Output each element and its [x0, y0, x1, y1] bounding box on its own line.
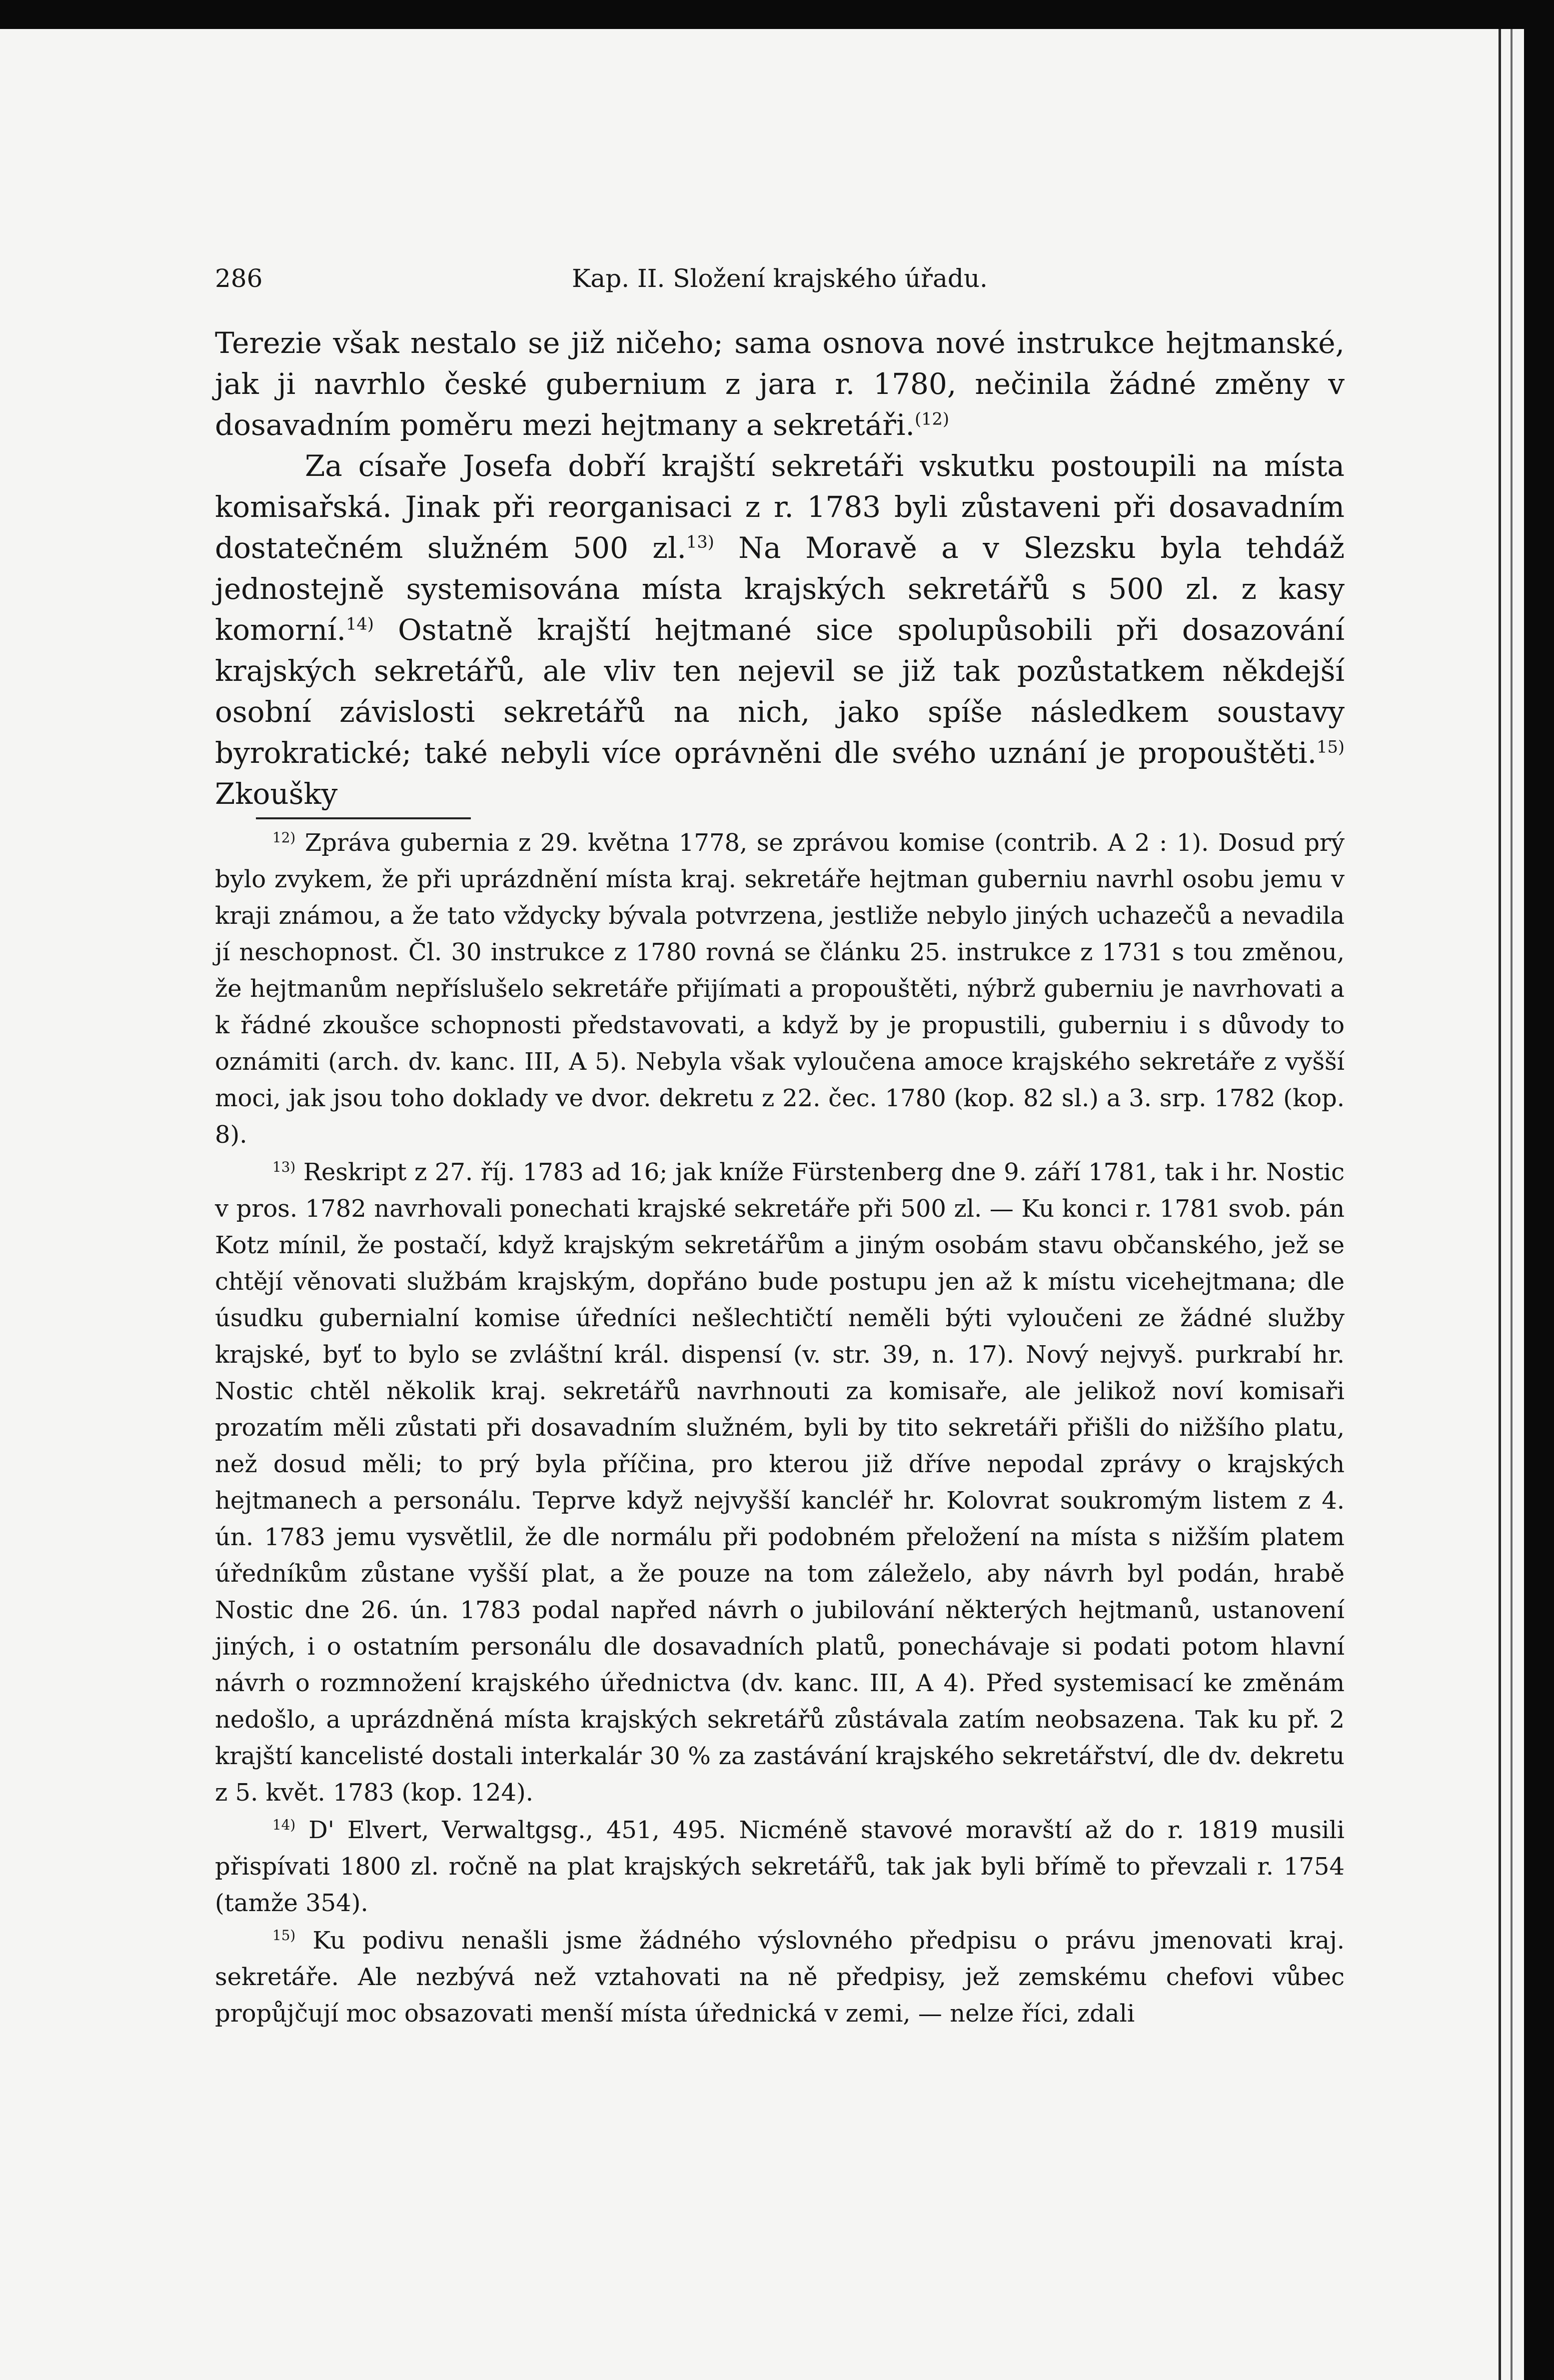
main-text: [215, 322, 1345, 814]
paragraph-2-text-a: Za císaře Josefa dobří krajští sekretáři vskutku postoupili na místa komisařská. Jinak při reorganisaci z r. 1783 byli zůstaveni při dosavadním dostatečném služném 500 zl.: [215, 449, 1345, 565]
footnote-ref: 14): [346, 614, 374, 634]
footnote-13: [215, 1154, 1345, 1811]
paragraph-2-text-c: Ostatně krajští hejtmané sice spolupůsobili při dosazování krajských sekretářů, ale vliv ten nejevil se již tak pozůstatkem někdejší osobní závislosti sekretářů na nich, jako spíše následkem soustavy byrokratické; také nebyli více oprávněni dle svého uznání je propouštěti.: [215, 613, 1345, 770]
footnote-text: Ku podivu nenašli jsme žádného výslovného předpisu o právu jmenovati kraj. sekretáře. Ale nezbývá než vztahovati na ně předpisy, jež zemskému chefovi vůbec propůjčují moc obsazovati menší místa úřednická v zemi, — nelze říci, zdali: [215, 1927, 1345, 2028]
footnotes: [215, 825, 1345, 2032]
paragraph-1: [215, 322, 1345, 445]
scan-right-border: [1524, 0, 1554, 2380]
running-head: [215, 264, 1345, 299]
footnote-marker: 15): [272, 1927, 296, 1944]
footnote-ref: 15): [1317, 737, 1345, 757]
footnote-12: [215, 825, 1345, 1153]
footnote-marker: 13): [272, 1159, 296, 1175]
paragraph-2: [215, 445, 1345, 814]
scan-top-border: [0, 0, 1554, 29]
paragraph-2-text-b: Na Moravě a v Slezsku byla tehdáž jednostejně systemisována místa krajských sekretářů s 500 zl. z kasy komorní.: [215, 531, 1345, 647]
footnote-marker: 14): [272, 1817, 296, 1833]
footnote-ref: (12): [914, 409, 950, 429]
page-edge-line-outer: [1511, 29, 1513, 2380]
page-number: 286: [215, 264, 263, 293]
footnote-15: [215, 1923, 1345, 2032]
footnote-text: D' Elvert, Verwaltgsg., 451, 495. Nicméně stavové moravští až do r. 1819 musili přispívati 1800 zl. ročně na plat krajských sekretářů, tak jak byli břímě to převzali r. 1754 (tamže 354).: [215, 1816, 1345, 1917]
footnote-separator: [256, 817, 471, 819]
paragraph-2-text-d: Zkoušky: [215, 777, 338, 811]
footnote-ref: 13): [686, 532, 714, 552]
footnote-text: Zpráva gubernia z 29. května 1778, se zprávou komise (contrib. A 2 : 1). Dosud prý bylo zvykem, že při uprázdnění místa kraj. sekretáře hejtman guberniu navrhl osobu jemu v kraji známou, a že tato vždycky bývala potvrzena, jestliže nebylo jiných uchazečů a nevadila jí neschopnost. Čl. 30 instrukce z 1780 rovná se článku 25. instrukce z 1731 s tou změnou, že hejtmanům nepříslušelo sekretáře přijímati a propouštěti, nýbrž guberniu je navrhovati a k řádné zkoušce schopnosti představovati, a když by je propustili, guberniu i s důvody to oznámiti (arch. dv. kanc. III, A 5). Nebyla však vyloučena amoce krajského sekretáře z vyšší moci, jak jsou toho doklady ve dvor. dekretu z 22. čec. 1780 (kop. 82 sl.) a 3. srp. 1782 (kop. 8).: [215, 829, 1345, 1149]
running-title: Kap. II. Složení krajského úřadu.: [572, 264, 988, 293]
footnote-text: Reskript z 27. říj. 1783 ad 16; jak kníže Fürstenberg dne 9. září 1781, tak i hr. Nostic v pros. 1782 navrhovali ponechati krajské sekretáře při 500 zl. — Ku konci r. 1781 svob. pán Kotz mínil, že postačí, když krajským sekretářům a jiným osobám stavu občanského, jež se chtějí věnovati službám krajským, dopřáno bude postupu jen až k místu vicehejtmana; dle úsudku gubernialní komise úředníci nešlechtičtí neměli býti vyloučeni ze žádné služby krajské, byť to bylo se zvláštní král. dispensí (v. str. 39, n. 17). Nový nejvyš. purkrabí hr. Nostic chtěl několik kraj. sekretářů navrhnouti za komisaře, ale jelikož noví komisaři prozatím měli zůstati při dosavadním služném, byli by tito sekretáři přišli do nižšího platu, než dosud měli; to prý byla příčina, pro kterou již dříve nepodal zprávy o krajských hejtmanech a personálu. Teprve když nejvyšší kancléř hr. Kolovrat soukromým listem z 4. ún. 1783 jemu vysvětlil, že dle normálu při podobném přeložení na místa s nižším platem úředníkům zůstane vyšší plat, a že pouze na tom záleželo, aby návrh byl podán, hrabě Nostic dne 26. ún. 1783 podal napřed návrh o jubilování některých hejtmanů, ustanovení jiných, i o ostatním personálu dle dosavadních platů, ponechávaje si podati potom hlavní návrh o rozmnožení krajského úřednictva (dv. kanc. III, A 4). Před systemisací ke změnám nedošlo, a uprázdněná místa krajských sekretářů zůstávala zatím neobsazena. Tak ku př. 2 krajští kancelisté dostali interkalár 30 % za zastávání krajského sekretářství, dle dv. dekretu z 5. květ. 1783 (kop. 124).: [215, 1158, 1345, 1807]
paragraph-1-text: Terezie však nestalo se již ničeho; sama osnova nové instrukce hejtmanské, jak ji navrhlo české gubernium z jara r. 1780, nečinila žádné změny v dosavadním poměru mezi hejtmany a sekretáři.: [215, 326, 1345, 442]
footnote-14: [215, 1812, 1345, 1922]
footnote-marker: 12): [272, 829, 296, 846]
page-edge-line: [1499, 29, 1501, 2380]
